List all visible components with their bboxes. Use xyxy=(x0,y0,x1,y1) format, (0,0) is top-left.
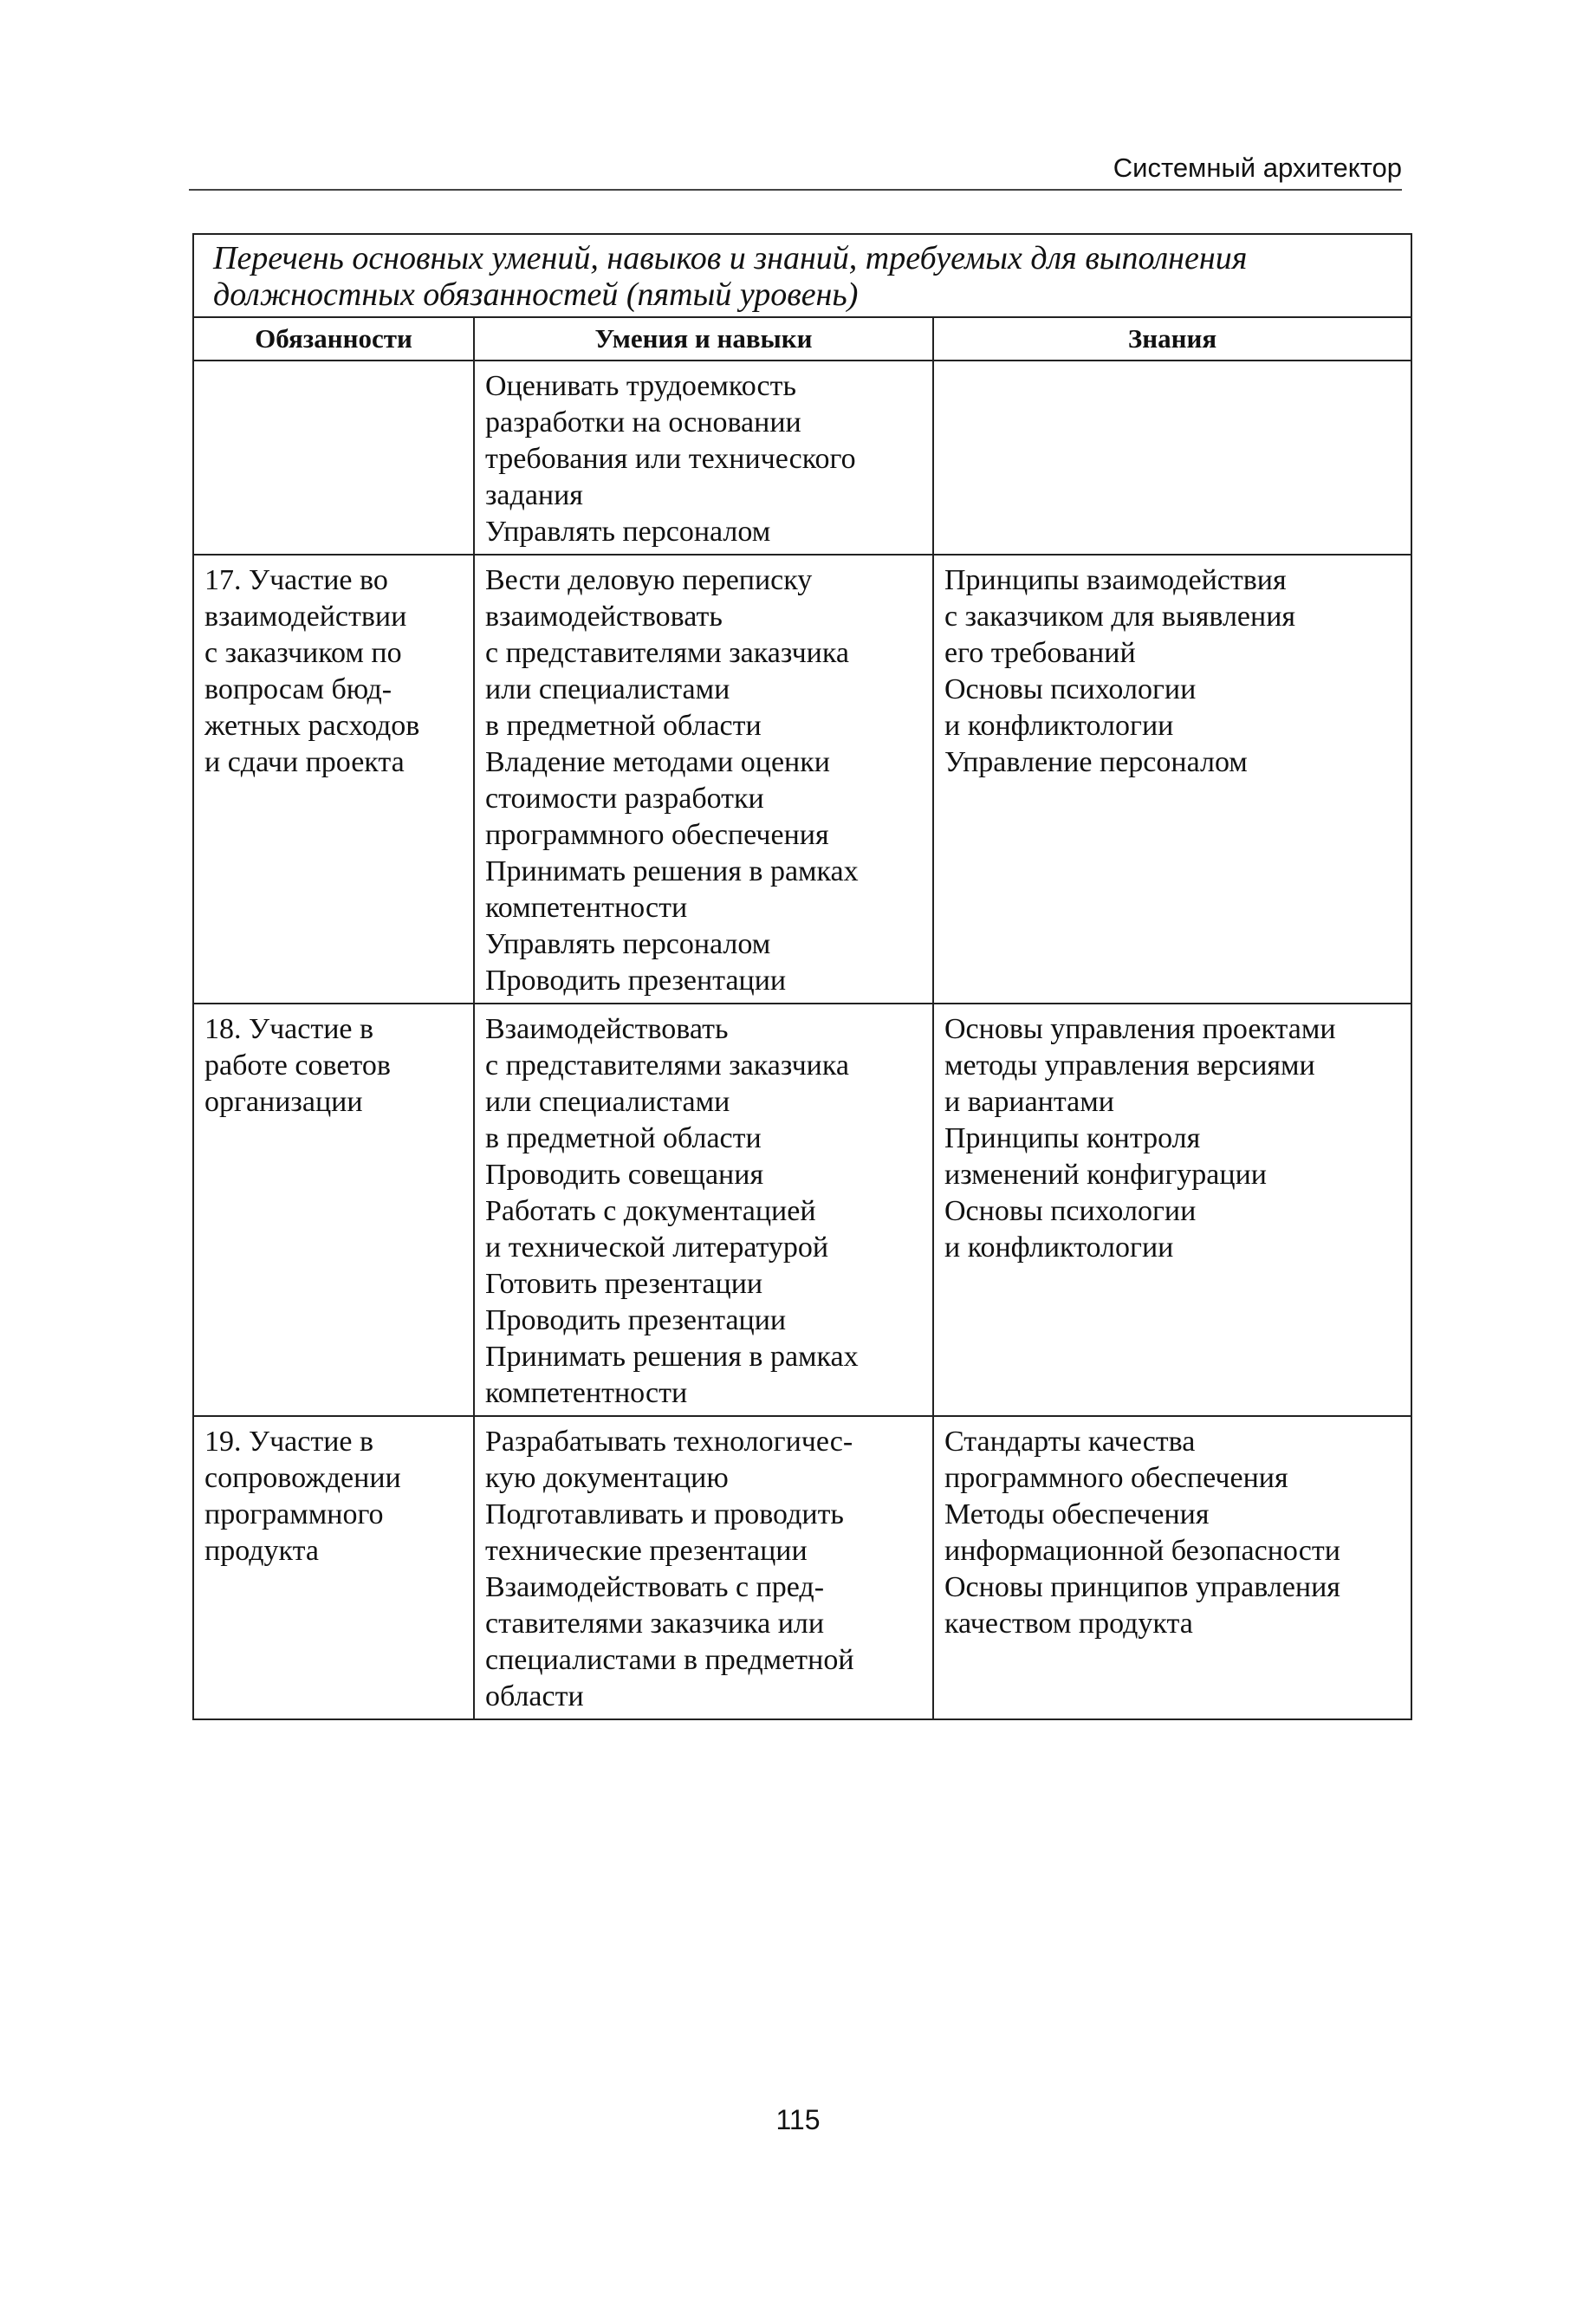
cell-line: 18. Участие в xyxy=(204,1013,374,1045)
cell-line: Основы управления проектами xyxy=(944,1013,1336,1045)
cell-line: Управлять персоналом xyxy=(485,516,771,548)
cell-line: Управление персоналом xyxy=(944,746,1248,778)
cell-line: изменений конфигурации xyxy=(944,1159,1267,1191)
table-caption-line: Перечень основных умений, навыков и знаний, требуемых для выполнения xyxy=(213,240,1248,276)
column-header-duties: Обязанности xyxy=(193,317,474,361)
duty-cell xyxy=(193,1416,474,1719)
skills-cell xyxy=(474,1416,933,1719)
cell-line: с представителями заказчика xyxy=(485,637,849,669)
page-number: 115 xyxy=(775,2104,821,2135)
cell-line: работе советов xyxy=(204,1049,391,1082)
cell-line: Принципы контроля xyxy=(944,1122,1201,1154)
cell-line: и конфликтологии xyxy=(944,710,1174,742)
knowledge-cell xyxy=(933,1416,1411,1719)
knowledge-cell xyxy=(933,555,1411,1004)
skills-table xyxy=(192,233,1412,1720)
cell-line: вопросам бюд- xyxy=(204,673,393,705)
duty-cell xyxy=(193,361,474,555)
cell-line: задания xyxy=(485,479,583,511)
running-header: Системный архитектор xyxy=(189,147,1402,191)
cell-line: качеством продукта xyxy=(944,1608,1193,1640)
table-row xyxy=(193,555,1411,1004)
column-header-skills: Умения и навыки xyxy=(474,317,933,361)
cell-line: Основы психологии xyxy=(944,1195,1197,1227)
cell-line: компетентности xyxy=(485,1377,688,1409)
cell-line: информационной безопасности xyxy=(944,1535,1340,1567)
cell-line: или специалистами xyxy=(485,1086,730,1118)
skills-cell xyxy=(474,555,933,1004)
cell-line: организации xyxy=(204,1086,363,1118)
cell-line: программного обеспечения xyxy=(944,1462,1288,1494)
cell-line: Управлять персоналом xyxy=(485,928,771,960)
skills-cell xyxy=(474,1004,933,1416)
cell-line: Проводить презентации xyxy=(485,965,787,997)
cell-line: или специалистами xyxy=(485,673,730,705)
cell-line: Основы психологии xyxy=(944,673,1197,705)
cell-line: Работать с документацией xyxy=(485,1195,816,1227)
cell-line: программного обеспечения xyxy=(485,819,829,851)
cell-line: Подготавливать и проводить xyxy=(485,1498,844,1530)
cell-line: с представителями заказчика xyxy=(485,1049,849,1082)
cell-line: и вариантами xyxy=(944,1086,1114,1118)
cell-line: Владение методами оценки xyxy=(485,746,830,778)
cell-line: 19. Участие в xyxy=(204,1426,374,1458)
cell-line: ставителями заказчика или xyxy=(485,1608,825,1640)
cell-line: требования или технического xyxy=(485,443,856,475)
table-row xyxy=(193,1004,1411,1416)
cell-line: стоимости разработки xyxy=(485,783,764,815)
column-header-knowledge: Знания xyxy=(933,317,1411,361)
cell-line: Проводить совещания xyxy=(485,1159,764,1191)
cell-line: и сдачи проекта xyxy=(204,746,405,778)
table-caption xyxy=(193,234,1411,317)
cell-line: специалистами в предметной xyxy=(485,1644,854,1676)
knowledge-cell xyxy=(933,1004,1411,1416)
cell-line: Принимать решения в рамках xyxy=(485,1341,859,1373)
cell-line: взаимодействии xyxy=(204,601,407,633)
cell-line: Основы принципов управления xyxy=(944,1571,1340,1603)
table-row xyxy=(193,1416,1411,1719)
cell-line: Готовить презентации xyxy=(485,1268,763,1300)
cell-line: разработки на основании xyxy=(485,406,801,439)
cell-line: его требований xyxy=(944,637,1136,669)
cell-line: области xyxy=(485,1680,584,1712)
duty-cell xyxy=(193,1004,474,1416)
cell-line: Взаимодействовать xyxy=(485,1013,729,1045)
cell-line: и конфликтологии xyxy=(944,1231,1174,1264)
cell-line: Принципы взаимодействия xyxy=(944,564,1287,596)
cell-line: кую документацию xyxy=(485,1462,729,1494)
cell-line: сопровождении xyxy=(204,1462,401,1494)
table-body xyxy=(193,361,1411,1719)
cell-line: технические презентации xyxy=(485,1535,808,1567)
cell-line: компетентности xyxy=(485,892,688,924)
table-row xyxy=(193,361,1411,555)
cell-line: с заказчиком для выявления xyxy=(944,601,1296,633)
cell-line: жетных расходов xyxy=(204,710,420,742)
cell-line: Вести деловую переписку xyxy=(485,564,813,596)
cell-line: и технической литературой xyxy=(485,1231,829,1264)
cell-line: Принимать решения в рамках xyxy=(485,855,859,887)
cell-line: в предметной области xyxy=(485,710,762,742)
cell-line: методы управления версиями xyxy=(944,1049,1315,1082)
knowledge-cell xyxy=(933,361,1411,555)
cell-line: Методы обеспечения xyxy=(944,1498,1210,1530)
cell-line: Разрабатывать технологичес- xyxy=(485,1426,853,1458)
cell-line: с заказчиком по xyxy=(204,637,402,669)
table-caption-line: должностных обязанностей (пятый уровень) xyxy=(213,276,859,313)
cell-line: продукта xyxy=(204,1535,319,1567)
cell-line: Оценивать трудоемкость xyxy=(485,370,797,402)
cell-line: 17. Участие во xyxy=(204,564,388,596)
cell-line: взаимодействовать xyxy=(485,601,723,633)
skills-table-container xyxy=(192,233,1411,1720)
cell-line: Взаимодействовать с пред- xyxy=(485,1571,825,1603)
cell-line: Проводить презентации xyxy=(485,1304,787,1336)
cell-line: в предметной области xyxy=(485,1122,762,1154)
skills-cell xyxy=(474,361,933,555)
cell-line: программного xyxy=(204,1498,384,1530)
duty-cell xyxy=(193,555,474,1004)
cell-line: Стандарты качества xyxy=(944,1426,1196,1458)
